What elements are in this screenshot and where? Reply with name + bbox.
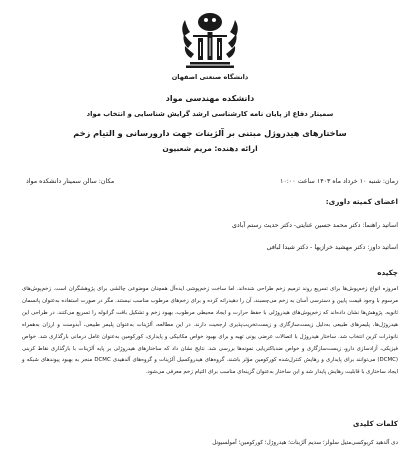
university-emblem-icon	[176, 8, 244, 70]
faculty-name: دانشکده مهندسی مواد	[165, 94, 255, 103]
keywords-body: دی آلدهید کربوکسی‌متیل سلولز؛ سدیم آلژینات؛ هیدروژل؛ کورکومین؛ آمولسیونل	[212, 440, 398, 446]
meta-row	[26, 178, 398, 190]
presenter: ارائه دهنده: مریم شعبیون	[162, 144, 258, 153]
university-name: دانشگاه صنعتی اصفهان	[171, 73, 249, 81]
datetime: زمان: شنبه ۱۰ خرداد ماه ۱۴۰۳ ساعت ۱۰:۰۰	[280, 178, 398, 185]
seminar-line: سمینار دفاع از پایان نامه کارشناسی ارشد گرایش شناسایی و انتخاب مواد	[86, 110, 334, 118]
university-logo	[176, 8, 244, 70]
supervisors-line: اساتید راهنما: دکتر محمد حسین عنایتی- دکتر حدیث رستم آبادی	[232, 222, 398, 229]
abstract-body: امروزه انواع زخم‌پوش‌ها برای تسریع روند ترمیم زخم طراحی شده‌اند. اما ساخت زخم‌پوشی ایده‌آل همچنان موضوعی چالشی برای پژوهشگران است. زخم‌پوش‌های مرسوم با وجود قیمت پایین و دسترسی آسان به زخم می‌چسبند، آن را دهیدراته کرده و برای زخم‌های مرطوب مناسب نیستند. مگر در صورت استفاده به‌عنوان پانسمان ثانویه. پژوهش‌ها نشان داده‌اند که زخم‌پوش‌های هیدروژلی با حفظ حرارت و ایجاد محیطی مرطوب، بهبود زخم و تشکیل بافت گرانوله را تسریع می‌کنند. در طراحی این هیدروژل‌ها، پلیمرهای طبیعی به‌دلیل زیست‌سازگاری و زیست‌تخریب‌پذیری ارجحیت دارند. در این مطالعه، آلژینات به‌عنوان پلیمر طبیعی، آبدوست و ارزان به‌همراه نانوذرات کربن انتخاب شد. ساختار هیدروژل با اتصالات عرضی یونی تهیه و برای بهبود خواص مکانیکی و پایداری، کورکومین به‌عنوان عامل درمانی بارگذاری شد. خواص فیزیکی، آزادسازی دارو، زیست‌سازگاری و خواص ضدباکتریایی نمونه‌ها بررسی شد. نتایج نشان داد که ساختارهای هیدروژلی بر پایه آلژینات با بارگذاری نقاط کربنی (DCMC) می‌توانند برای پایداری و رهایش کنترل‌شده کورکومین مؤثر باشند. گروه‌های هیدروکسیل آلژینات و گروه‌های آلدهیدی DCMC منجر به بهبود پیوندهای شبکه و ایجاد ساختاری با قابلیت رهایش پایدار شد و این ساختار به‌عنوان گزینه‌ای مناسب برای التیام زخم معرفی می‌شود.	[22, 286, 398, 376]
location: مکان: سالن سمینار دانشکده مواد	[26, 178, 115, 185]
thesis-title: ساختارهای هیدروژل مبتنی بر آلژینات جهت دارورسانی و التیام زخم	[73, 128, 347, 138]
abstract-heading: چکیده	[377, 268, 398, 277]
keywords-heading: کلمات کلیدی	[352, 419, 398, 428]
committee-heading: اعضای کمیته داوری:	[325, 197, 398, 206]
examiners-line: اساتید داور: دکتر مهشید خرازیها - دکتر شیدا لبافی	[266, 244, 398, 251]
